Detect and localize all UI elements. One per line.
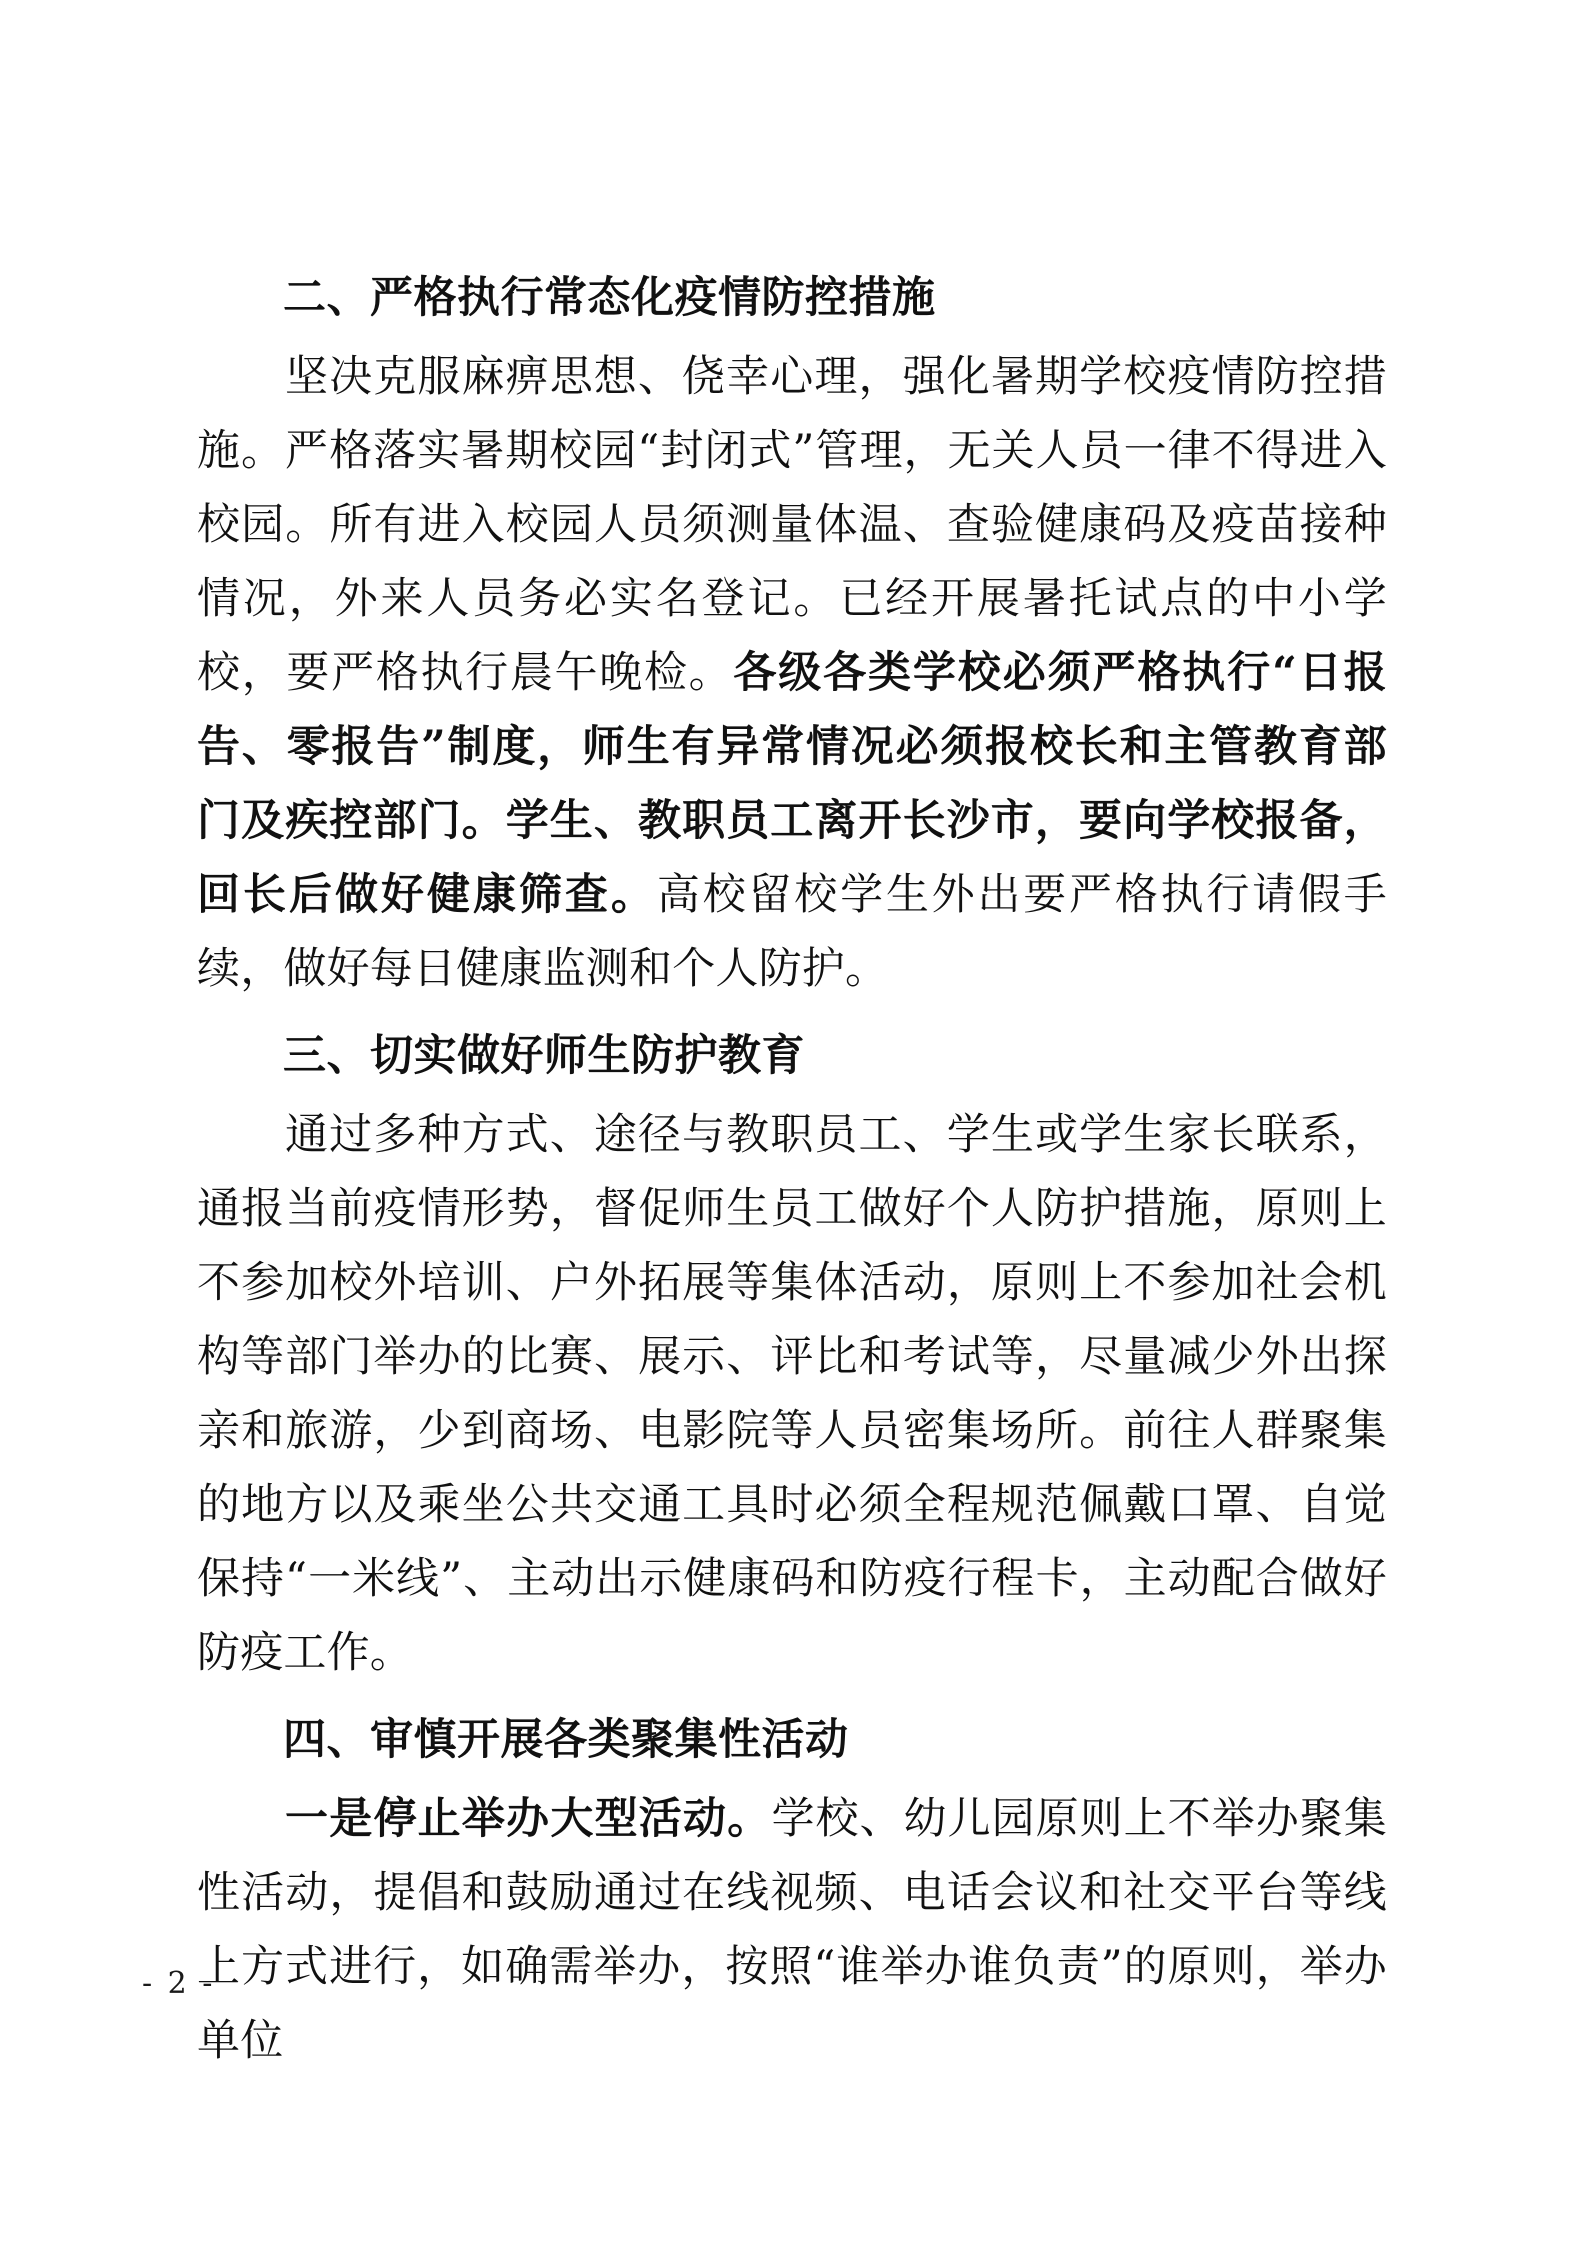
- paragraph-2-1: [197, 340, 1387, 1006]
- section-heading-2: 二、严格执行常态化疫情防控措施: [283, 273, 936, 323]
- text-run: 坚决克服麻痹思想、侥幸心理，强化暑期学校疫情防控措施。严格落实暑期校园“封闭式”管理，无关人员一律不得进入校园。所有进入校园人员须测量体温、查验健康码及疫苗接种情况，外来人员务必实名登记。已经开展暑托试点的中小学校，要严格执行晨午晚检。: [197, 352, 1387, 698]
- document-body: [197, 262, 1387, 2082]
- section-heading-4: 四、审慎开展各类聚集性活动: [283, 1715, 849, 1765]
- text-run-bold: 各级各类学校必须严格执行“日报告、零报告”制度，师生有异常情况必须报校长和主管教育部门及疾控部门。学生、教职员工离开长沙市，要向学校报备，回长后做好健康筛查。: [197, 648, 1388, 920]
- section-spacer: [197, 1694, 1387, 1704]
- text-run: 通过多种方式、途径与教职员工、学生或学生家长联系，通报当前疫情形势，督促师生员工做好个人防护措施，原则上不参加校外培训、户外拓展等集体活动，原则上不参加社会机构等部门举办的比赛、展示、评比和考试等，尽量减少外出探亲和旅游，少到商场、电影院等人员密集场所。前往人群聚集的地方以及乘坐公共交通工具时必须全程规范佩戴口罩、自觉保持“一米线”、主动出示健康码和防疫行程卡，主动配合做好防疫工作。: [197, 1110, 1387, 1678]
- page-number: - 2 -: [142, 1966, 216, 2001]
- text-run-bold: 一是停止举办大型活动。: [285, 1794, 772, 1844]
- text-run: 学校、幼儿园原则上不举办聚集性活动，提倡和鼓励通过在线视频、电话会议和社交平台等线上方式进行，如确需举办，按照“谁举办谁负责”的原则，举办单位: [197, 1794, 1387, 2066]
- section-spacer: [197, 1010, 1387, 1020]
- paragraph-4-1: [197, 1782, 1387, 2078]
- text-run: 高校留校学生外出要严格执行请假手续，做好每日健康监测和个人防护。: [197, 870, 1387, 994]
- section-heading-3: 三、切实做好师生防护教育: [283, 1031, 805, 1081]
- paragraph-3-1: [197, 1098, 1387, 1690]
